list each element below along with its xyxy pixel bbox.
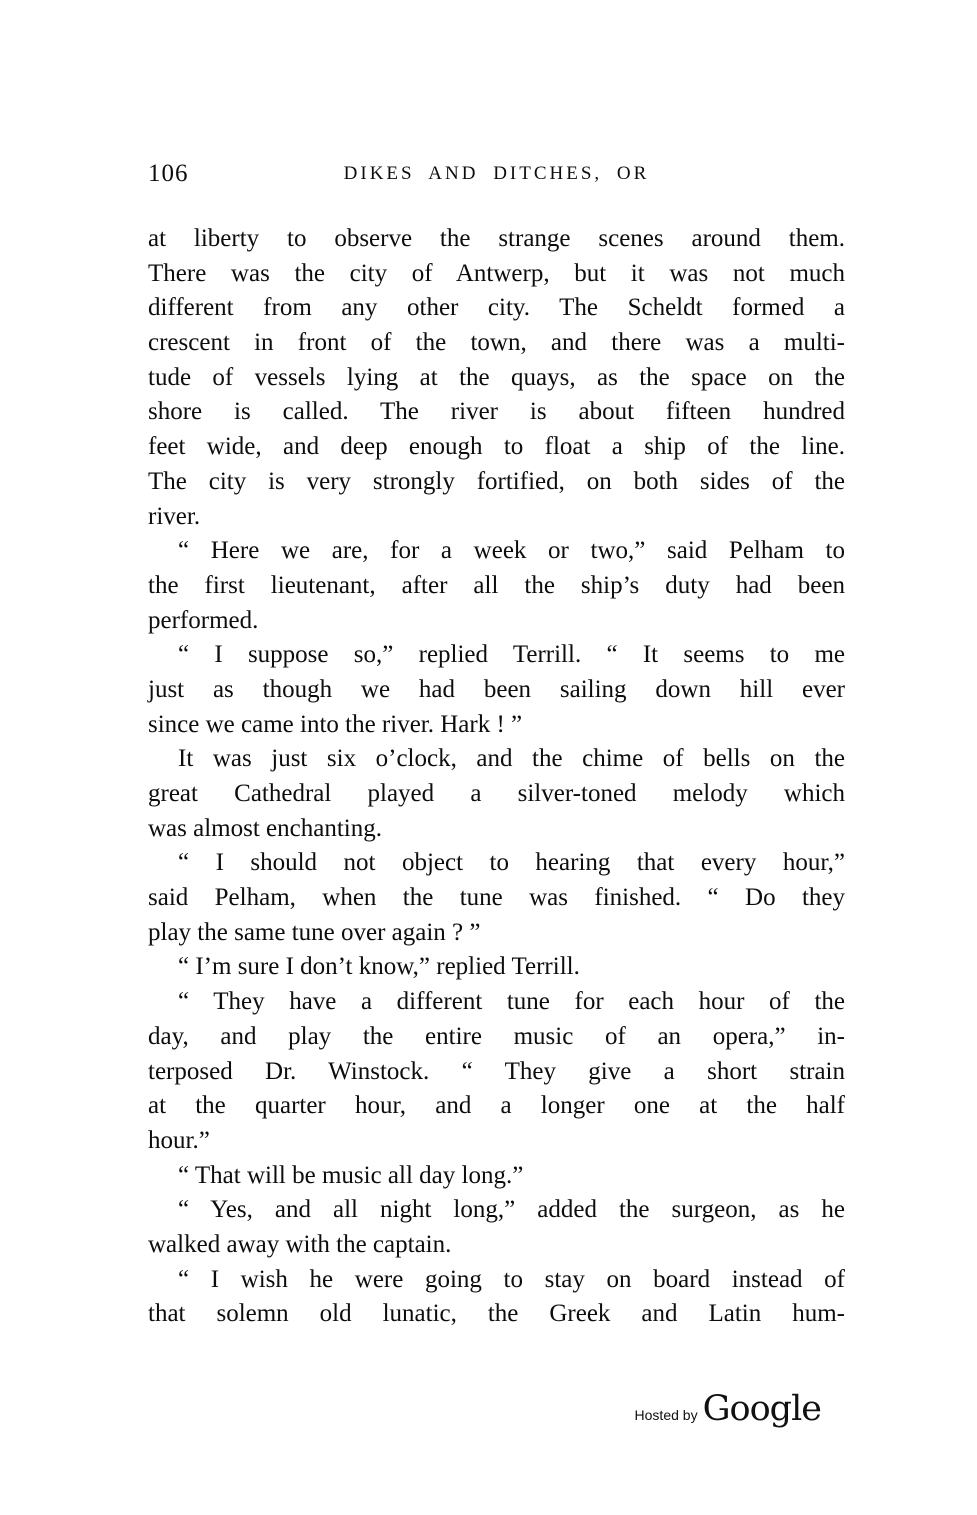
hosted-by-label: Hosted by	[634, 1407, 698, 1423]
text-line: just as though we had been sailing down hill ever	[148, 675, 845, 703]
text-line: “ They have a different tune for each hour of the	[178, 988, 845, 1016]
paragraph	[148, 1193, 845, 1262]
text-line: The city is very strongly fortified, on both sides of the	[148, 467, 845, 495]
paragraph	[148, 1159, 845, 1194]
page-number: 106	[148, 160, 189, 187]
text-line: tude of vessels lying at the quays, as the space on the	[148, 363, 845, 391]
running-title: DIKES AND DITCHES, OR	[343, 163, 650, 184]
text-line: “ I should not object to hearing that every hour,”	[178, 849, 845, 877]
paragraph	[148, 534, 845, 638]
text-line: at the quarter hour, and a longer one at the half	[148, 1092, 845, 1120]
text-line: walked away with the captain.	[148, 1230, 452, 1258]
text-line: play the same tune over again ? ”	[148, 918, 481, 946]
text-line: day, and play the entire music of an opera,” in-	[148, 1022, 845, 1050]
paragraph	[148, 950, 845, 985]
text-line: “ Here we are, for a week or two,” said Pelham to	[178, 537, 845, 565]
page-footer	[634, 1389, 821, 1429]
text-line: since we came into the river. Hark ! ”	[148, 710, 523, 738]
text-line: at liberty to observe the strange scenes around them.	[148, 225, 845, 252]
page-header	[148, 158, 845, 190]
text-line: “ Yes, and all night long,” added the surgeon, as he	[178, 1196, 845, 1224]
text-line: “ I’m sure I don’t know,” replied Terrill.	[178, 953, 580, 981]
paragraph	[148, 985, 845, 1158]
page-body-text	[148, 222, 845, 1332]
text-line: hour.”	[148, 1126, 210, 1154]
text-line: that solemn old lunatic, the Greek and Latin hum-	[148, 1300, 845, 1328]
text-line: said Pelham, when the tune was finished. “ Do they	[148, 884, 845, 912]
text-line: shore is called. The river is about fifteen hundred	[148, 398, 845, 426]
google-logo: Google	[702, 1389, 821, 1429]
text-line: “ That will be music all day long.”	[178, 1161, 524, 1189]
text-line: river.	[148, 502, 201, 530]
text-line: great Cathedral played a silver-toned melody which	[148, 780, 845, 807]
text-line: “ I wish he were going to stay on board instead of	[178, 1265, 845, 1293]
text-line: was almost enchanting.	[148, 814, 382, 842]
paragraph	[148, 638, 845, 742]
text-line: “ I suppose so,” replied Terrill. “ It seems to me	[178, 641, 845, 669]
text-line: terposed Dr. Winstock. “ They give a short strain	[148, 1057, 845, 1085]
paragraph	[148, 1263, 845, 1332]
paragraph	[148, 222, 845, 534]
paragraph	[148, 846, 845, 950]
text-line: feet wide, and deep enough to float a ship of the line.	[148, 433, 845, 461]
text-line: It was just six o’clock, and the chime of bells on the	[178, 745, 845, 773]
paragraph	[148, 742, 845, 846]
text-line: crescent in front of the town, and there was a multi-	[148, 329, 845, 357]
text-line: the first lieutenant, after all the ship’s duty had been	[148, 571, 845, 599]
text-line: performed.	[148, 606, 259, 634]
text-line: different from any other city. The Scheldt formed a	[148, 294, 845, 322]
text-line: There was the city of Antwerp, but it was not much	[148, 259, 845, 287]
